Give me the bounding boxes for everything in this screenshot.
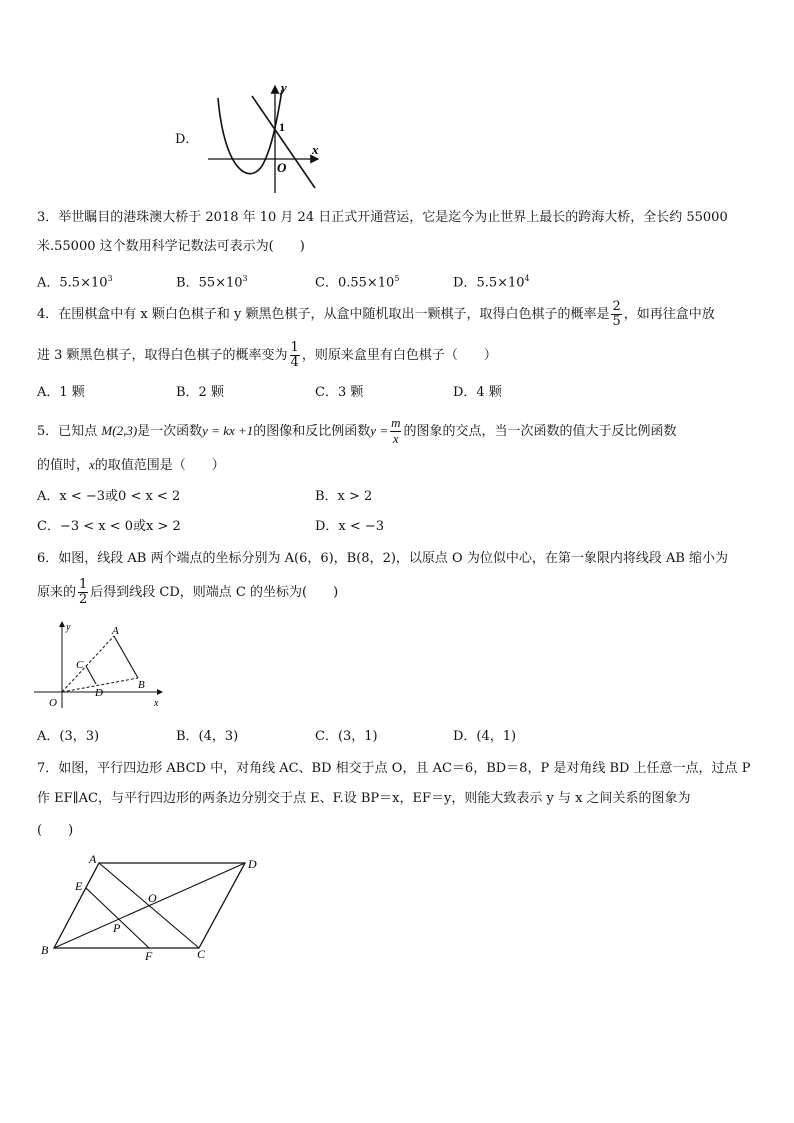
q4-option-d: D．4 颗: [453, 385, 502, 400]
q6-option-a: A．(3，3): [37, 729, 100, 744]
q3-line1: 3．举世瞩目的港珠澳大桥于 2018 年 10 月 24 日正式开通营运，它是迄今为止世界上最长的跨海大桥，全长约 55000: [37, 210, 728, 225]
q6-line1: 6．如图，线段 AB 两个端点的坐标分别为 A(6，6)，B(8，2)，以原点 O 为位似中心，在第一象限内将线段 AB 缩小为: [37, 551, 729, 566]
graph-origin-label: O: [277, 160, 287, 175]
q3-option-d: D．$5.5\times 10^4$: [453, 274, 530, 291]
q4-option-a: A．1 颗: [37, 385, 85, 400]
q7-label-b: B: [41, 943, 49, 957]
q6-label-d: D: [95, 687, 103, 699]
q7-label-d: D: [248, 857, 257, 871]
q7-label-e: E: [75, 879, 83, 893]
q7-diagonal-bd: [54, 863, 245, 948]
q6-label-y: y: [66, 622, 71, 633]
q6-dash-oa: [62, 636, 114, 692]
q6-option-c: C．(3，1): [315, 729, 378, 744]
q6-segment-cd: [86, 666, 96, 684]
q4-option-b: B．2 颗: [176, 385, 224, 400]
q6-label-b: B: [138, 679, 145, 691]
q7-label-o: O: [148, 891, 157, 905]
q6-segment-ab: [114, 636, 138, 678]
q6-line2: 原来的 $\frac{1}{2}$ 后得到线段 CD，则端点 C 的坐标为( ): [37, 577, 339, 607]
q3-option-c: C．$0.55\times 10^5$: [315, 274, 400, 291]
q7-line1: 7．如图，平行四边形 ABCD 中，对角线 AC、BD 相交于点 O，且 AC＝6，BD＝8，P 是对角线 BD 上任意一点，过点 P: [37, 761, 751, 776]
q5-line2: 的值时，x的取值范围是（ ）: [37, 457, 225, 473]
q7-line3: ( ): [37, 823, 74, 838]
q7-label-c: C: [197, 947, 206, 961]
q5-option-c: C．−3 < x < 0或x > 2: [37, 519, 181, 534]
q6-label-c: C: [76, 659, 84, 671]
graph-y-label: y: [281, 80, 287, 95]
q4-line1: 4．在围棋盒中有 x 颗白色棋子和 y 颗黑色棋子，从盒中随机取出一颗棋子，取得白色棋子的概率是 $\frac{2}{5}$ ，如再往盒中放: [37, 299, 715, 329]
q3-option-a: A．$5.5\times 10^3$: [37, 274, 113, 291]
q7-line2: 作 EF∥AC，与平行四边形的两条边分别交于点 E、F.设 BP＝x，EF＝y，则能大致表示 y 与 x 之间关系的图象为: [37, 791, 691, 806]
parabola-curve: [218, 90, 282, 174]
q7-label-f: F: [145, 949, 153, 963]
q4-line2: 进 3 颗黑色棋子，取得白色棋子的概率变为 $\frac{1}{4}$ ，则原来盒里有白色棋子（ ）: [37, 340, 497, 370]
q6-option-b: B．(4，3): [176, 729, 239, 744]
q3-option-b: B．$55\times 10^3$: [176, 274, 248, 291]
q5-option-d: D．x < −3: [315, 519, 385, 534]
q7-label-a: A: [89, 852, 97, 866]
q5-line1: 5．已知点 M(2,3)是一次函数y = kx +1的图像和反比例函数y = $\frac{m}{x}$ 的图象的交点，当一次函数的值大于反比例函数: [37, 415, 677, 446]
q6-option-d: D．(4，1): [453, 729, 517, 744]
q6-figure: [30, 618, 170, 713]
graph-x-label: x: [312, 142, 319, 157]
q5-option-a: A．x < −3或0 < x < 2: [37, 489, 181, 504]
q7-label-p: P: [113, 921, 121, 935]
q6-label-a: A: [112, 625, 119, 637]
graph-one-label: 1: [279, 120, 285, 134]
q7-figure: [35, 850, 275, 965]
q2-option-d-label: D．: [175, 132, 199, 147]
q6-label-x: x: [154, 698, 159, 709]
q5-option-b: B．x > 2: [315, 489, 373, 504]
q3-line2: 米.55000 这个数用科学记数法可表示为( ): [37, 239, 305, 254]
q6-label-o: O: [49, 697, 57, 709]
q2-option-d-graph: [200, 78, 330, 198]
q4-option-c: C．3 颗: [315, 385, 364, 400]
